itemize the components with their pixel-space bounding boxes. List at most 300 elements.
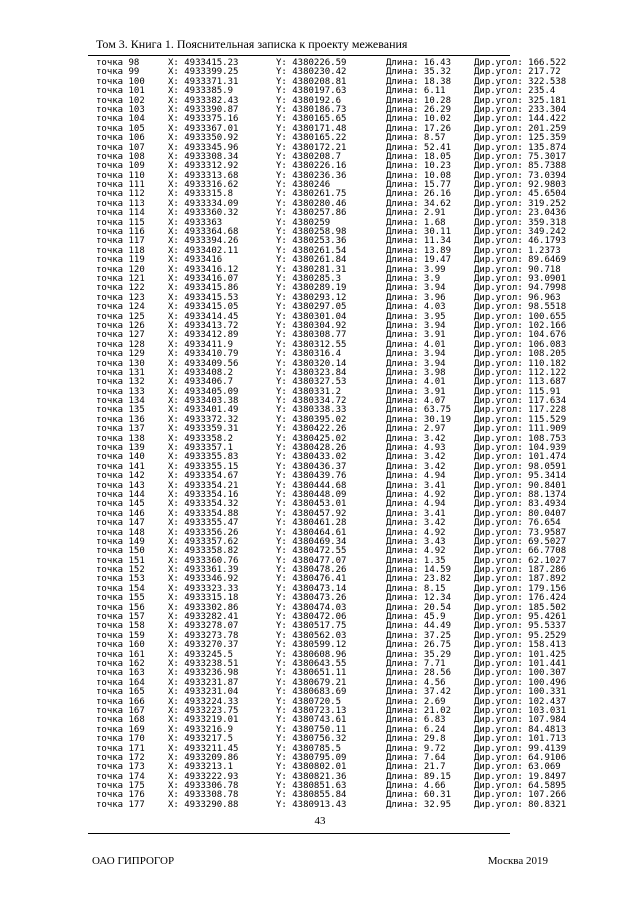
y-coordinate: Y: 4380312.55: [276, 339, 347, 350]
point-name: точка 156: [96, 602, 145, 613]
point-name: точка 152: [96, 565, 145, 576]
point-name: точка 114: [96, 208, 145, 219]
x-coordinate: X: 4933278.07: [168, 621, 239, 632]
y-coordinate: Y: 4380186.73: [276, 104, 347, 115]
x-coordinate: X: 4933354.32: [168, 499, 239, 510]
length-value: Длина: 26.29: [386, 104, 452, 115]
y-coordinate: Y: 4380395.02: [276, 414, 347, 425]
point-name: точка 117: [96, 236, 145, 247]
length-value: Длина: 13.89: [386, 245, 452, 256]
point-name: точка 122: [96, 283, 145, 294]
point-name: точка 172: [96, 752, 145, 763]
point-name: точка 176: [96, 790, 145, 801]
length-value: Длина: 3.41: [386, 508, 446, 519]
length-value: Длина: 1.35: [386, 555, 446, 566]
point-name: точка 143: [96, 480, 145, 491]
point-name: точка 144: [96, 489, 145, 500]
footer-divider: [88, 833, 510, 834]
length-value: Длина: 4.03: [386, 302, 446, 313]
x-coordinate: X: 4933358.82: [168, 546, 239, 557]
direction-angle: Дир.угол: 76.654: [474, 518, 561, 529]
y-coordinate: Y: 4380226.16: [276, 161, 347, 172]
x-coordinate: X: 4933231.04: [168, 687, 239, 698]
direction-angle: Дир.угол: 113.687: [474, 377, 567, 388]
point-name: точка 107: [96, 142, 145, 153]
x-coordinate: X: 4933238.51: [168, 659, 239, 669]
x-coordinate: X: 4933354.16: [168, 489, 239, 500]
direction-angle: Дир.угол: 107.984: [474, 715, 567, 726]
table-row: [96, 799, 567, 810]
x-coordinate: X: 4933394.26: [168, 236, 239, 247]
y-coordinate: Y: 4380477.07: [276, 555, 347, 566]
point-name: точка 145: [96, 499, 145, 510]
y-coordinate: Y: 4380785.5: [276, 743, 342, 754]
y-coordinate: Y: 4380802.01: [276, 762, 347, 773]
point-name: точка 112: [96, 189, 145, 200]
point-name: точка 132: [96, 377, 145, 388]
direction-angle: Дир.угол: 84.4813: [474, 724, 567, 735]
point-name: точка 104: [96, 114, 145, 125]
direction-angle: Дир.угол: 359.318: [474, 217, 567, 228]
point-name: точка 126: [96, 320, 145, 331]
y-coordinate: Y: 4380756.32: [276, 734, 347, 745]
length-value: Длина: 7.64: [386, 752, 446, 763]
point-name: точка 154: [96, 583, 145, 594]
point-name: точка 169: [96, 724, 145, 735]
point-name: точка 99: [96, 67, 140, 78]
length-value: Длина: 37.25: [386, 630, 452, 641]
length-value: Длина: 4.92: [386, 546, 446, 557]
direction-angle: Дир.угол: 66.7708: [474, 546, 567, 557]
y-coordinate: Y: 4380334.72: [276, 396, 347, 407]
direction-angle: Дир.угол: 349.242: [474, 227, 567, 238]
length-value: Длина: 30.11: [386, 227, 452, 238]
length-value: Длина: 19.47: [386, 255, 452, 266]
x-coordinate: X: 4933356.26: [168, 527, 239, 538]
x-coordinate: X: 4933414.45: [168, 311, 239, 322]
direction-angle: Дир.угол: 233.304: [474, 104, 567, 115]
point-name: точка 118: [96, 245, 145, 256]
x-coordinate: X: 4933360.76: [168, 555, 239, 566]
point-name: точка 171: [96, 743, 145, 754]
x-coordinate: X: 4933360.32: [168, 208, 239, 219]
x-coordinate: X: 4933411.9: [168, 339, 234, 350]
x-coordinate: X: 4933361.39: [168, 565, 239, 576]
point-name: точка 151: [96, 555, 145, 566]
x-coordinate: X: 4933308.34: [168, 151, 239, 162]
point-name: точка 155: [96, 593, 145, 604]
point-name: точка 164: [96, 677, 145, 688]
direction-angle: Дир.угол: 98.0591: [474, 461, 567, 472]
x-coordinate: X: 4933302.86: [168, 602, 239, 613]
direction-angle: Дир.угол: 1.2373: [474, 245, 561, 256]
direction-angle: Дир.угол: 187.286: [474, 565, 567, 576]
y-coordinate: Y: 4380439.76: [276, 471, 347, 482]
direction-angle: Дир.угол: 185.502: [474, 602, 567, 613]
x-coordinate: X: 4933223.75: [168, 705, 239, 716]
direction-angle: Дир.угол: 64.9106: [474, 752, 567, 763]
point-name: точка 167: [96, 705, 145, 716]
length-value: Длина: 34.62: [386, 198, 452, 209]
x-coordinate: X: 4933372.32: [168, 414, 239, 425]
direction-angle: Дир.угол: 319.252: [474, 198, 567, 209]
point-name: точка 160: [96, 640, 145, 651]
direction-angle: Дир.угол: 92.9803: [474, 180, 567, 191]
x-coordinate: X: 4933245.5: [168, 649, 234, 660]
length-value: Длина: 17.26: [386, 123, 452, 134]
length-value: Длина: 45.9: [386, 612, 446, 623]
y-coordinate: Y: 4380289.19: [276, 283, 347, 294]
point-name: точка 131: [96, 367, 145, 378]
length-value: Длина: 4.94: [386, 471, 446, 482]
y-coordinate: Y: 4380257.86: [276, 208, 347, 219]
length-value: Длина: 4.01: [386, 339, 446, 350]
x-coordinate: X: 4933313.68: [168, 170, 239, 181]
point-name: точка 142: [96, 471, 145, 482]
length-value: Длина: 3.94: [386, 320, 446, 331]
direction-angle: Дир.угол: 62.1027: [474, 555, 567, 566]
direction-angle: Дир.угол: 187.892: [474, 574, 567, 585]
direction-angle: Дир.угол: 83.4934: [474, 499, 567, 510]
length-value: Длина: 21.02: [386, 705, 452, 716]
y-coordinate: Y: 4380608.96: [276, 649, 347, 660]
x-coordinate: X: 4933334.09: [168, 198, 239, 209]
direction-angle: Дир.угол: 125.359: [474, 133, 567, 144]
length-value: Длина: 10.08: [386, 170, 452, 181]
x-coordinate: X: 4933416.07: [168, 273, 239, 284]
y-coordinate: Y: 4380261.75: [276, 189, 347, 200]
point-name: точка 141: [96, 461, 145, 472]
x-coordinate: X: 4933355.83: [168, 452, 239, 463]
length-value: Длина: 29.8: [386, 734, 446, 745]
y-coordinate: Y: 4380293.12: [276, 292, 347, 303]
length-value: Длина: 30.19: [386, 414, 452, 425]
y-coordinate: Y: 4380165.65: [276, 114, 347, 125]
y-coordinate: Y: 4380327.53: [276, 377, 347, 388]
point-name: точка 135: [96, 405, 145, 416]
length-value: Длина: 26.16: [386, 189, 452, 200]
length-value: Длина: 10.23: [386, 161, 452, 172]
length-value: Длина: 4.56: [386, 677, 446, 688]
point-name: точка 159: [96, 630, 145, 641]
length-value: Длина: 4.01: [386, 377, 446, 388]
direction-angle: Дир.угол: 176.424: [474, 593, 567, 604]
point-name: точка 125: [96, 311, 145, 322]
y-coordinate: Y: 4380795.09: [276, 752, 347, 763]
y-coordinate: Y: 4380425.02: [276, 433, 347, 444]
direction-angle: Дир.угол: 85.7388: [474, 161, 567, 172]
point-name: точка 119: [96, 255, 145, 266]
y-coordinate: Y: 4380323.84: [276, 367, 347, 378]
length-value: Длина: 9.72: [386, 743, 446, 754]
page-number: 43: [314, 815, 326, 827]
point-name: точка 174: [96, 771, 145, 782]
y-coordinate: Y: 4380285.3: [276, 273, 342, 284]
coordinates-table: [96, 58, 567, 810]
x-coordinate: X: 4933350.92: [168, 133, 239, 144]
length-value: Длина: 4.66: [386, 781, 446, 792]
x-coordinate: X: 4933363: [168, 217, 223, 228]
y-coordinate: Y: 4380683.69: [276, 687, 347, 698]
direction-angle: Дир.угол: 144.422: [474, 114, 567, 125]
length-value: Длина: 16.43: [386, 58, 452, 68]
y-coordinate: Y: 4380448.09: [276, 489, 347, 500]
direction-angle: Дир.угол: 158.413: [474, 640, 567, 651]
point-name: точка 168: [96, 715, 145, 726]
point-name: точка 133: [96, 386, 145, 397]
point-name: точка 101: [96, 86, 145, 97]
direction-angle: Дир.угол: 23.0436: [474, 208, 567, 219]
length-value: Длина: 28.56: [386, 668, 452, 679]
x-coordinate: X: 4933211.45: [168, 743, 239, 754]
point-name: точка 157: [96, 612, 145, 623]
direction-angle: Дир.угол: 95.3414: [474, 471, 567, 482]
direction-angle: Дир.угол: 73.9587: [474, 527, 567, 538]
length-value: Длина: 3.94: [386, 349, 446, 360]
y-coordinate: Y: 4380474.03: [276, 602, 347, 613]
point-name: точка 110: [96, 170, 145, 181]
x-coordinate: X: 4933219.01: [168, 715, 239, 726]
x-coordinate: X: 4933415.23: [168, 58, 239, 68]
point-name: точка 111: [96, 180, 145, 191]
x-coordinate: X: 4933312.92: [168, 161, 239, 172]
point-name: точка 115: [96, 217, 145, 228]
point-name: точка 130: [96, 358, 145, 369]
point-name: точка 124: [96, 302, 145, 313]
x-coordinate: X: 4933354.67: [168, 471, 239, 482]
direction-angle: Дир.угол: 64.5895: [474, 781, 567, 792]
x-coordinate: X: 4933403.38: [168, 396, 239, 407]
x-coordinate: X: 4933357.62: [168, 536, 239, 547]
point-name: точка 137: [96, 424, 145, 435]
x-coordinate: X: 4933401.49: [168, 405, 239, 416]
x-coordinate: X: 4933308.78: [168, 790, 239, 801]
length-value: Длина: 3.43: [386, 536, 446, 547]
length-value: Длина: 3.42: [386, 452, 446, 463]
y-coordinate: Y: 4380320.14: [276, 358, 347, 369]
point-name: точка 149: [96, 536, 145, 547]
y-coordinate: Y: 4380464.61: [276, 527, 347, 538]
y-coordinate: Y: 4380253.36: [276, 236, 347, 247]
x-coordinate: X: 4933231.87: [168, 677, 239, 688]
direction-angle: Дир.угол: 103.031: [474, 705, 567, 716]
point-name: точка 165: [96, 687, 145, 698]
direction-angle: Дир.угол: 108.753: [474, 433, 567, 444]
length-value: Длина: 4.92: [386, 527, 446, 538]
y-coordinate: Y: 4380246: [276, 180, 331, 191]
point-name: точка 106: [96, 133, 145, 144]
direction-angle: Дир.угол: 99.4139: [474, 743, 567, 754]
y-coordinate: Y: 4380453.01: [276, 499, 347, 510]
point-name: точка 102: [96, 95, 145, 106]
y-coordinate: Y: 4380679.21: [276, 677, 347, 688]
organization-name: ОАО ГИПРОГОР: [92, 855, 175, 867]
direction-angle: Дир.угол: 96.963: [474, 292, 561, 303]
length-value: Длина: 6.11: [386, 86, 446, 97]
length-value: Длина: 3.41: [386, 480, 446, 491]
direction-angle: Дир.угол: 111.909: [474, 424, 567, 435]
direction-angle: Дир.угол: 322.538: [474, 76, 567, 87]
point-name: точка 129: [96, 349, 145, 360]
point-name: точка 153: [96, 574, 145, 585]
direction-angle: Дир.угол: 102.437: [474, 696, 567, 707]
point-name: точка 140: [96, 452, 145, 463]
length-value: Длина: 3.91: [386, 386, 446, 397]
x-coordinate: X: 4933354.88: [168, 508, 239, 519]
direction-angle: Дир.угол: 235.4: [474, 86, 556, 97]
x-coordinate: X: 4933355.47: [168, 518, 239, 529]
length-value: Длина: 18.38: [386, 76, 452, 87]
y-coordinate: Y: 4380258.98: [276, 227, 347, 238]
direction-angle: Дир.угол: 100.307: [474, 668, 567, 679]
direction-angle: Дир.угол: 90.8401: [474, 480, 567, 491]
x-coordinate: X: 4933402.11: [168, 245, 239, 256]
length-value: Длина: 3.94: [386, 283, 446, 294]
y-coordinate: Y: 4380472.55: [276, 546, 347, 557]
document-header: Том 3. Книга 1. Пояснительная записка к проекту межевания: [96, 37, 408, 51]
direction-angle: Дир.угол: 46.1793: [474, 236, 567, 247]
length-value: Длина: 26.75: [386, 640, 452, 651]
y-coordinate: Y: 4380517.75: [276, 621, 347, 632]
y-coordinate: Y: 4380281.31: [276, 264, 347, 275]
y-coordinate: Y: 4380469.34: [276, 536, 347, 547]
direction-angle: Дир.угол: 108.205: [474, 349, 567, 360]
y-coordinate: Y: 4380821.36: [276, 771, 347, 782]
length-value: Длина: 2.69: [386, 696, 446, 707]
y-coordinate: Y: 4380723.13: [276, 705, 347, 716]
y-coordinate: Y: 4380259: [276, 217, 331, 228]
length-value: Длина: 3.95: [386, 311, 446, 322]
length-value: Длина: 3.42: [386, 433, 446, 444]
direction-angle: Дир.угол: 112.122: [474, 367, 567, 378]
direction-angle: Дир.угол: 100.496: [474, 677, 567, 688]
point-name: точка 163: [96, 668, 145, 679]
length-value: Длина: 8.57: [386, 133, 446, 144]
length-value: Длина: 6.83: [386, 715, 446, 726]
x-coordinate: X: 4933408.2: [168, 367, 234, 378]
point-name: точка 109: [96, 161, 145, 172]
direction-angle: Дир.угол: 88.1374: [474, 489, 567, 500]
point-name: точка 170: [96, 734, 145, 745]
x-coordinate: X: 4933224.33: [168, 696, 239, 707]
length-value: Длина: 20.54: [386, 602, 452, 613]
length-value: Длина: 89.15: [386, 771, 452, 782]
length-value: Длина: 3.96: [386, 292, 446, 303]
length-value: Длина: 8.15: [386, 583, 446, 594]
point-name: точка 147: [96, 518, 145, 529]
x-coordinate: X: 4933306.78: [168, 781, 239, 792]
x-coordinate: X: 4933406.7: [168, 377, 234, 388]
direction-angle: Дир.угол: 179.156: [474, 583, 567, 594]
point-name: точка 177: [96, 799, 145, 810]
point-name: точка 128: [96, 339, 145, 350]
direction-angle: Дир.угол: 95.2529: [474, 630, 567, 641]
point-name: точка 105: [96, 123, 145, 134]
x-coordinate: X: 4933315.18: [168, 593, 239, 604]
y-coordinate: Y: 4380913.43: [276, 799, 347, 810]
y-coordinate: Y: 4380743.61: [276, 715, 347, 726]
y-coordinate: Y: 4380436.37: [276, 461, 347, 472]
point-name: точка 120: [96, 264, 145, 275]
point-name: точка 100: [96, 76, 145, 87]
y-coordinate: Y: 4380473.14: [276, 583, 347, 594]
length-value: Длина: 35.29: [386, 649, 452, 660]
x-coordinate: X: 4933405.09: [168, 386, 239, 397]
direction-angle: Дир.угол: 75.3017: [474, 151, 567, 162]
length-value: Длина: 35.32: [386, 67, 452, 78]
x-coordinate: X: 4933355.15: [168, 461, 239, 472]
length-value: Длина: 23.82: [386, 574, 452, 585]
length-value: Длина: 15.77: [386, 180, 452, 191]
header-divider: [88, 55, 510, 56]
x-coordinate: X: 4933415.53: [168, 292, 239, 303]
y-coordinate: Y: 4380192.6: [276, 95, 342, 106]
x-coordinate: X: 4933357.1: [168, 443, 234, 454]
point-name: точка 116: [96, 227, 145, 238]
y-coordinate: Y: 4380197.63: [276, 86, 347, 97]
length-value: Длина: 11.34: [386, 236, 452, 247]
x-coordinate: X: 4933270.37: [168, 640, 239, 651]
point-name: точка 150: [96, 546, 145, 557]
direction-angle: Дир.угол: 45.6504: [474, 189, 567, 200]
y-coordinate: Y: 4380280.46: [276, 198, 347, 209]
y-coordinate: Y: 4380261.84: [276, 255, 347, 266]
point-name: точка 121: [96, 273, 145, 284]
point-name: точка 162: [96, 659, 145, 669]
length-value: Длина: 3.91: [386, 330, 446, 341]
y-coordinate: Y: 4380851.63: [276, 781, 347, 792]
direction-angle: Дир.угол: 325.181: [474, 95, 567, 106]
length-value: Длина: 52.41: [386, 142, 452, 153]
x-coordinate: X: 4933323.33: [168, 583, 239, 594]
x-coordinate: X: 4933273.78: [168, 630, 239, 641]
x-coordinate: X: 4933213.1: [168, 762, 234, 773]
y-coordinate: Y: 4380457.92: [276, 508, 347, 519]
x-coordinate: X: 4933371.31: [168, 76, 239, 87]
x-coordinate: X: 4933413.72: [168, 320, 239, 331]
length-value: Длина: 14.59: [386, 565, 452, 576]
y-coordinate: Y: 4380165.22: [276, 133, 347, 144]
length-value: Длина: 60.31: [386, 790, 452, 801]
y-coordinate: Y: 4380301.04: [276, 311, 347, 322]
y-coordinate: Y: 4380473.26: [276, 593, 347, 604]
y-coordinate: Y: 4380230.42: [276, 67, 347, 78]
y-coordinate: Y: 4380472.06: [276, 612, 347, 623]
y-coordinate: Y: 4380308.77: [276, 330, 347, 341]
y-coordinate: Y: 4380855.84: [276, 790, 347, 801]
point-name: точка 175: [96, 781, 145, 792]
y-coordinate: Y: 4380651.11: [276, 668, 347, 679]
point-name: точка 123: [96, 292, 145, 303]
length-value: Длина: 32.95: [386, 799, 452, 810]
point-name: точка 146: [96, 508, 145, 519]
x-coordinate: X: 4933358.2: [168, 433, 234, 444]
length-value: Длина: 7.71: [386, 659, 446, 669]
point-name: точка 136: [96, 414, 145, 425]
x-coordinate: X: 4933216.9: [168, 724, 234, 735]
direction-angle: Дир.угол: 90.718: [474, 264, 561, 275]
direction-angle: Дир.угол: 135.874: [474, 142, 567, 153]
direction-angle: Дир.угол: 107.266: [474, 790, 567, 801]
direction-angle: Дир.угол: 117.634: [474, 396, 567, 407]
x-coordinate: X: 4933364.68: [168, 227, 239, 238]
x-coordinate: X: 4933222.93: [168, 771, 239, 782]
x-coordinate: X: 4933416: [168, 255, 223, 266]
direction-angle: Дир.угол: 201.259: [474, 123, 567, 134]
direction-angle: Дир.угол: 110.182: [474, 358, 567, 369]
length-value: Длина: 1.68: [386, 217, 446, 228]
length-value: Длина: 21.7: [386, 762, 446, 773]
